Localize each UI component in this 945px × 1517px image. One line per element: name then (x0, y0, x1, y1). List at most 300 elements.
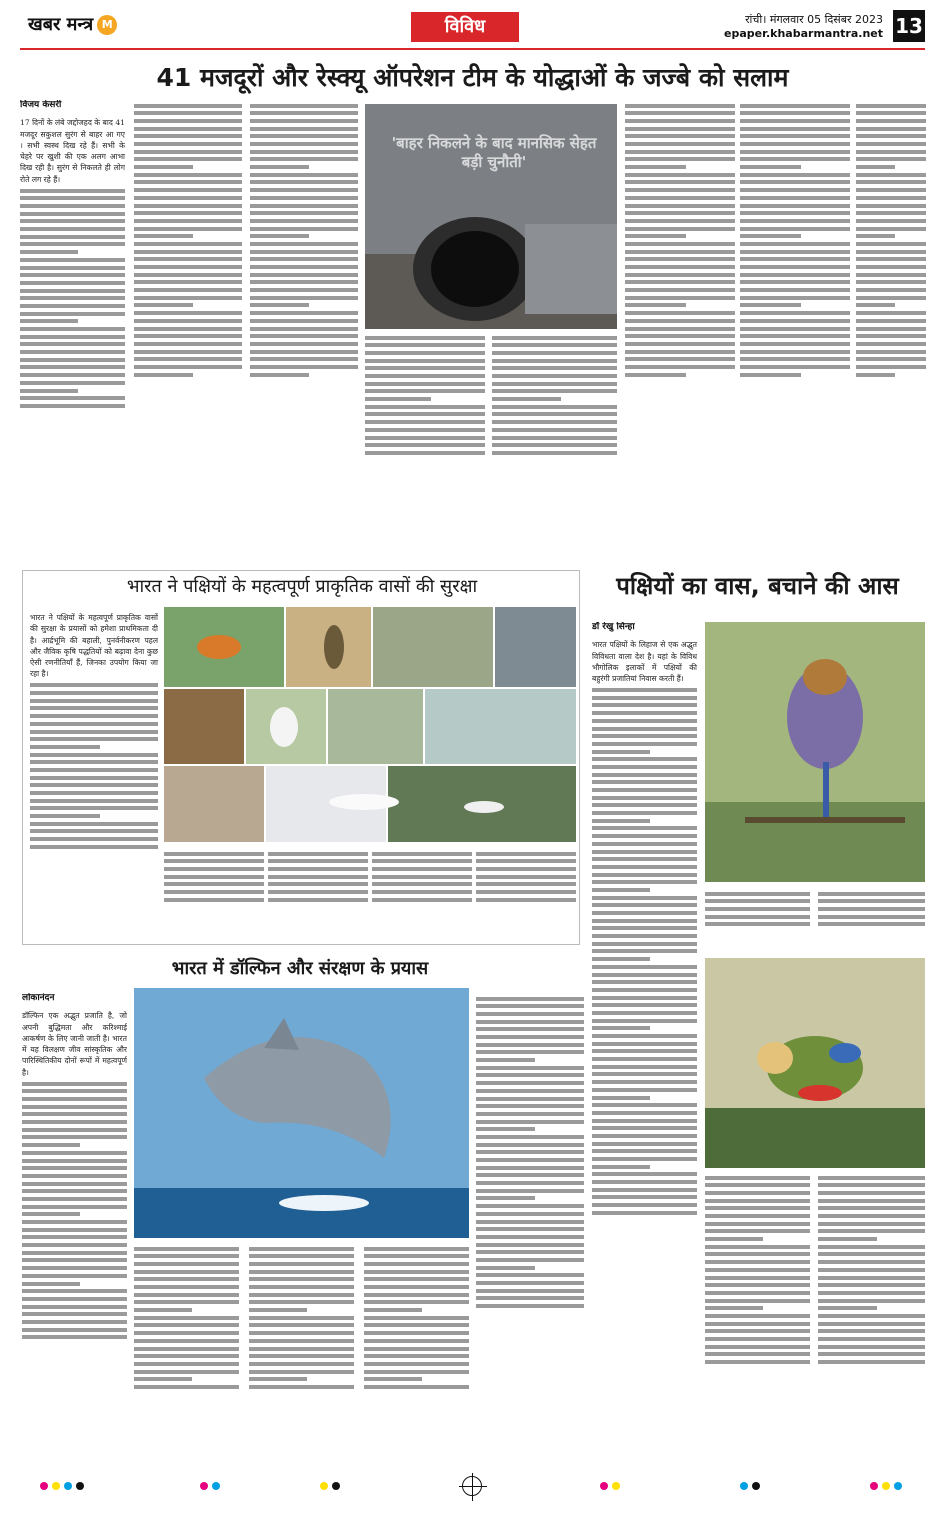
text-line-placeholder (818, 1345, 925, 1349)
text-line-placeholder (134, 204, 242, 208)
text-line-placeholder (476, 1235, 584, 1239)
text-line-placeholder (592, 988, 697, 992)
text-line-placeholder (22, 1089, 127, 1093)
text-line-placeholder (818, 915, 925, 919)
text-line-placeholder (22, 1189, 127, 1193)
text-line-placeholder (625, 142, 735, 146)
text-line-placeholder (250, 111, 358, 115)
text-line-placeholder (249, 1323, 354, 1327)
story3-pitta-bird-photo (705, 958, 925, 1168)
text-line-placeholder (249, 1270, 354, 1274)
text-line-placeholder (20, 273, 125, 277)
text-line-placeholder (20, 196, 125, 200)
text-line-placeholder (476, 1158, 584, 1162)
text-line-placeholder (705, 1252, 810, 1256)
text-line-placeholder (134, 280, 242, 284)
text-line-placeholder (740, 211, 850, 215)
text-line-placeholder (476, 1204, 584, 1208)
story2-column-5 (476, 848, 576, 938)
text-line-placeholder (705, 1245, 810, 1249)
text-line-placeholder (492, 412, 617, 416)
text-line-placeholder (625, 227, 735, 231)
text-line-placeholder (22, 1159, 127, 1163)
text-line-placeholder (476, 882, 576, 886)
website-link[interactable]: epaper.khabarmantra.net (724, 27, 883, 40)
text-line-placeholder (134, 1254, 239, 1258)
text-line-placeholder (592, 1057, 697, 1061)
text-line-placeholder (249, 1300, 354, 1304)
text-line-placeholder (249, 1362, 354, 1366)
text-line-placeholder (476, 1012, 584, 1016)
text-line-placeholder (625, 303, 686, 307)
text-line-placeholder (625, 311, 735, 315)
text-line-placeholder (134, 234, 193, 238)
text-line-placeholder (365, 436, 485, 440)
text-line-placeholder (164, 867, 264, 871)
text-line-placeholder (592, 973, 697, 977)
text-line-placeholder (250, 296, 358, 300)
text-line-placeholder (592, 1203, 697, 1207)
text-line-placeholder (22, 1182, 127, 1186)
text-line-placeholder (740, 265, 850, 269)
text-line-placeholder (625, 180, 735, 184)
text-line-placeholder (740, 104, 850, 108)
text-line-placeholder (592, 1126, 697, 1130)
text-line-placeholder (592, 727, 697, 731)
text-line-placeholder (364, 1316, 469, 1320)
text-line-placeholder (818, 1329, 925, 1333)
text-line-placeholder (592, 826, 697, 830)
text-line-placeholder (740, 327, 850, 331)
text-line-placeholder (492, 336, 617, 340)
story2-column-3 (268, 848, 368, 938)
text-line-placeholder (476, 890, 576, 894)
story1-column-3 (250, 100, 358, 520)
text-line-placeholder (740, 180, 850, 184)
text-line-placeholder (250, 234, 309, 238)
text-line-placeholder (818, 1176, 925, 1180)
text-line-placeholder (249, 1308, 307, 1312)
text-line-placeholder (592, 1034, 697, 1038)
text-line-placeholder (268, 898, 368, 902)
text-line-placeholder (592, 803, 697, 807)
text-line-placeholder (492, 428, 617, 432)
story1-column-4 (365, 332, 485, 520)
text-line-placeholder (818, 922, 925, 926)
yellow-dot-icon (612, 1482, 620, 1490)
text-line-placeholder (250, 257, 358, 261)
text-line-placeholder (740, 365, 850, 369)
text-line-placeholder (365, 374, 485, 378)
text-line-placeholder (476, 1220, 584, 1224)
text-line-placeholder (740, 250, 850, 254)
text-line-placeholder (365, 443, 485, 447)
text-line-placeholder (134, 180, 242, 184)
text-line-placeholder (818, 1183, 925, 1187)
text-line-placeholder (592, 1026, 650, 1030)
text-line-placeholder (592, 719, 697, 723)
text-line-placeholder (492, 382, 617, 386)
text-line-placeholder (364, 1293, 469, 1297)
text-line-placeholder (625, 219, 735, 223)
text-line-placeholder (740, 350, 850, 354)
story3-column-1 (592, 622, 697, 1470)
text-line-placeholder (250, 365, 358, 369)
cyan-dot-icon (212, 1482, 220, 1490)
text-line-placeholder (476, 1043, 584, 1047)
text-line-placeholder (492, 343, 617, 347)
text-line-placeholder (740, 127, 850, 131)
text-line-placeholder (592, 750, 650, 754)
text-line-placeholder (365, 389, 485, 393)
text-line-placeholder (856, 257, 926, 261)
text-line-placeholder (476, 898, 576, 902)
text-line-placeholder (134, 173, 242, 177)
text-line-placeholder (740, 373, 801, 377)
text-line-placeholder (476, 1258, 584, 1262)
text-line-placeholder (134, 1331, 239, 1335)
text-line-placeholder (705, 892, 810, 896)
text-line-placeholder (740, 357, 850, 361)
text-line-placeholder (592, 949, 697, 953)
text-line-placeholder (856, 134, 926, 138)
text-line-placeholder (20, 289, 125, 293)
text-line-placeholder (134, 350, 242, 354)
text-line-placeholder (625, 288, 735, 292)
text-line-placeholder (592, 1088, 697, 1092)
text-line-placeholder (856, 319, 926, 323)
text-line-placeholder (818, 1268, 925, 1272)
story3-headline: पक्षियों का वास, बचाने की आस (616, 572, 899, 600)
text-line-placeholder (592, 926, 697, 930)
text-line-placeholder (134, 257, 242, 261)
text-line-placeholder (592, 1172, 697, 1176)
text-line-placeholder (250, 119, 358, 123)
text-line-placeholder (818, 1237, 877, 1241)
text-line-placeholder (30, 845, 158, 849)
yellow-dot-icon (52, 1482, 60, 1490)
text-line-placeholder (22, 1320, 127, 1324)
text-line-placeholder (740, 319, 850, 323)
text-line-placeholder (818, 1191, 925, 1195)
text-line-placeholder (134, 1339, 239, 1343)
text-line-placeholder (22, 1335, 127, 1339)
text-line-placeholder (364, 1354, 469, 1358)
text-line-placeholder (249, 1377, 307, 1381)
text-line-placeholder (364, 1339, 469, 1343)
text-line-placeholder (705, 1268, 810, 1272)
text-line-placeholder (818, 1360, 925, 1364)
text-line-placeholder (134, 1262, 239, 1266)
text-line-placeholder (705, 1222, 810, 1226)
text-line-placeholder (365, 366, 485, 370)
text-line-placeholder (134, 196, 242, 200)
text-line-placeholder (592, 903, 697, 907)
text-line-placeholder (705, 1306, 763, 1310)
photo-caption: 'बाहर निकलने के बाद मानसिक सेहत बड़ी चुनौती' (391, 134, 597, 171)
text-line-placeholder (250, 227, 358, 231)
text-line-placeholder (492, 389, 617, 393)
text-line-placeholder (705, 1237, 763, 1241)
text-line-placeholder (492, 405, 617, 409)
text-line-placeholder (818, 1314, 925, 1318)
text-line-placeholder (364, 1270, 469, 1274)
text-line-placeholder (476, 1212, 584, 1216)
text-line-placeholder (134, 1270, 239, 1274)
text-line-placeholder (856, 142, 926, 146)
text-line-placeholder (476, 1250, 584, 1254)
text-line-placeholder (856, 365, 926, 369)
text-line-placeholder (592, 703, 697, 707)
text-line-placeholder (250, 180, 358, 184)
story4-column-4 (364, 1243, 469, 1470)
text-line-placeholder (625, 265, 735, 269)
text-line-placeholder (22, 1289, 127, 1293)
text-line-placeholder (592, 873, 697, 877)
text-line-placeholder (625, 357, 735, 361)
text-line-placeholder (134, 296, 242, 300)
text-line-placeholder (476, 1135, 584, 1139)
text-line-placeholder (592, 1142, 697, 1146)
text-line-placeholder (476, 1296, 584, 1300)
text-line-placeholder (476, 1004, 584, 1008)
text-line-placeholder (20, 342, 125, 346)
text-line-placeholder (492, 366, 617, 370)
text-line-placeholder (592, 780, 697, 784)
text-line-placeholder (134, 303, 193, 307)
text-line-placeholder (705, 922, 810, 926)
text-line-placeholder (22, 1228, 127, 1232)
cyan-dot-icon (64, 1482, 72, 1490)
black-dot-icon (332, 1482, 340, 1490)
text-line-placeholder (818, 1229, 925, 1233)
text-line-placeholder (592, 1011, 697, 1015)
text-line-placeholder (740, 273, 850, 277)
text-line-placeholder (164, 859, 264, 863)
text-line-placeholder (249, 1354, 354, 1358)
text-line-placeholder (592, 896, 697, 900)
text-line-placeholder (856, 180, 926, 184)
text-line-placeholder (856, 165, 895, 169)
text-line-placeholder (856, 311, 926, 315)
text-line-placeholder (625, 334, 735, 338)
text-line-placeholder (30, 837, 158, 841)
text-line-placeholder (592, 980, 697, 984)
text-line-placeholder (740, 288, 850, 292)
text-line-placeholder (250, 134, 358, 138)
text-line-placeholder (364, 1370, 469, 1374)
text-line-placeholder (492, 451, 617, 455)
text-line-placeholder (249, 1285, 354, 1289)
story1-tunnel-photo (365, 104, 617, 329)
text-line-placeholder (705, 1322, 810, 1326)
text-line-placeholder (856, 119, 926, 123)
text-line-placeholder (20, 258, 125, 262)
text-line-placeholder (250, 150, 358, 154)
text-line-placeholder (740, 188, 850, 192)
text-line-placeholder (625, 373, 686, 377)
text-line-placeholder (22, 1258, 127, 1262)
text-line-placeholder (268, 882, 368, 886)
text-line-placeholder (625, 327, 735, 331)
text-line-placeholder (372, 882, 472, 886)
text-line-placeholder (625, 365, 735, 369)
text-line-placeholder (134, 219, 242, 223)
text-line-placeholder (625, 196, 735, 200)
text-line-placeholder (364, 1285, 469, 1289)
text-line-placeholder (476, 1073, 584, 1077)
text-line-placeholder (476, 867, 576, 871)
text-line-placeholder (740, 311, 850, 315)
text-line-placeholder (134, 357, 242, 361)
text-line-placeholder (856, 204, 926, 208)
text-line-placeholder (592, 919, 697, 923)
text-line-placeholder (592, 1165, 650, 1169)
story4-headline: भारत में डॉल्फिन और संरक्षण के प्रयास (171, 958, 429, 979)
text-line-placeholder (250, 157, 358, 161)
text-line-placeholder (476, 1035, 584, 1039)
text-line-placeholder (249, 1339, 354, 1343)
text-line-placeholder (476, 1020, 584, 1024)
text-line-placeholder (22, 1205, 127, 1209)
text-line-placeholder (740, 173, 850, 177)
text-line-placeholder (365, 382, 485, 386)
text-line-placeholder (705, 1329, 810, 1333)
text-line-placeholder (134, 1385, 239, 1389)
text-line-placeholder (856, 173, 926, 177)
text-line-placeholder (818, 1222, 925, 1226)
text-line-placeholder (134, 334, 242, 338)
story1-column-5 (492, 332, 617, 520)
text-line-placeholder (476, 1027, 584, 1031)
text-line-placeholder (818, 892, 925, 896)
text-line-placeholder (134, 265, 242, 269)
text-line-placeholder (249, 1316, 354, 1320)
text-line-placeholder (625, 127, 735, 131)
text-line-placeholder (856, 350, 926, 354)
text-line-placeholder (592, 1072, 697, 1076)
text-line-placeholder (592, 1065, 697, 1069)
story1-column-1 (20, 100, 125, 520)
text-line-placeholder (476, 1050, 584, 1054)
text-line-placeholder (30, 791, 158, 795)
text-line-placeholder (592, 842, 697, 846)
text-line-placeholder (30, 753, 158, 757)
text-line-placeholder (22, 1105, 127, 1109)
text-line-placeholder (365, 343, 485, 347)
text-line-placeholder (476, 875, 576, 879)
text-line-placeholder (592, 1134, 697, 1138)
text-line-placeholder (22, 1220, 127, 1224)
text-line-placeholder (625, 273, 735, 277)
masthead (0, 0, 945, 52)
text-line-placeholder (625, 104, 735, 108)
text-line-placeholder (134, 319, 242, 323)
text-line-placeholder (134, 1362, 239, 1366)
text-line-placeholder (818, 1206, 925, 1210)
text-line-placeholder (20, 189, 125, 193)
text-line-placeholder (476, 1266, 535, 1270)
text-line-placeholder (250, 288, 358, 292)
text-line-placeholder (364, 1362, 469, 1366)
text-line-placeholder (705, 1214, 810, 1218)
text-line-placeholder (134, 1377, 192, 1381)
story1-column-8 (856, 100, 926, 520)
text-line-placeholder (365, 428, 485, 432)
story4-column-2 (134, 1243, 239, 1470)
story3-column-5 (818, 1172, 925, 1470)
text-line-placeholder (740, 342, 850, 346)
text-line-placeholder (134, 342, 242, 346)
section-label: विविध (411, 12, 519, 42)
text-line-placeholder (740, 227, 850, 231)
text-line-placeholder (20, 266, 125, 270)
text-line-placeholder (30, 783, 158, 787)
text-line-placeholder (20, 358, 125, 362)
text-line-placeholder (20, 250, 78, 254)
text-line-placeholder (740, 334, 850, 338)
story2-bird-collage (164, 607, 576, 842)
text-line-placeholder (22, 1251, 127, 1255)
text-line-placeholder (134, 1293, 239, 1297)
text-line-placeholder (476, 1166, 584, 1170)
text-line-placeholder (250, 319, 358, 323)
story4-byline: लोकानंदन (22, 993, 55, 1003)
text-line-placeholder (250, 350, 358, 354)
text-line-placeholder (740, 196, 850, 200)
magenta-dot-icon (600, 1482, 608, 1490)
story1-column-2 (134, 100, 242, 520)
text-line-placeholder (20, 365, 125, 369)
text-line-placeholder (364, 1331, 469, 1335)
text-line-placeholder (856, 303, 895, 307)
story2-column-4 (372, 848, 472, 938)
text-line-placeholder (372, 867, 472, 871)
text-line-placeholder (22, 1243, 127, 1247)
text-line-placeholder (20, 335, 125, 339)
text-line-placeholder (20, 350, 125, 354)
text-line-placeholder (364, 1308, 422, 1312)
story2-column-1 (30, 612, 158, 937)
text-line-placeholder (134, 165, 193, 169)
text-line-placeholder (22, 1305, 127, 1309)
text-line-placeholder (818, 907, 925, 911)
text-line-placeholder (364, 1385, 469, 1389)
text-line-placeholder (364, 1323, 469, 1327)
text-line-placeholder (592, 757, 697, 761)
text-line-placeholder (818, 1260, 925, 1264)
text-line-placeholder (22, 1135, 127, 1139)
text-line-placeholder (365, 336, 485, 340)
text-line-placeholder (818, 1322, 925, 1326)
text-line-placeholder (592, 765, 697, 769)
text-line-placeholder (134, 188, 242, 192)
logo-badge-icon: M (97, 15, 117, 35)
text-line-placeholder (365, 420, 485, 424)
text-line-placeholder (134, 1247, 239, 1251)
text-line-placeholder (30, 760, 158, 764)
text-line-placeholder (856, 219, 926, 223)
text-line-placeholder (134, 111, 242, 115)
text-line-placeholder (592, 1211, 697, 1215)
text-line-placeholder (856, 373, 895, 377)
story1-column-6 (625, 100, 735, 520)
text-line-placeholder (30, 706, 158, 710)
text-line-placeholder (740, 134, 850, 138)
text-line-placeholder (250, 273, 358, 277)
text-line-placeholder (740, 257, 850, 261)
text-line-placeholder (164, 882, 264, 886)
